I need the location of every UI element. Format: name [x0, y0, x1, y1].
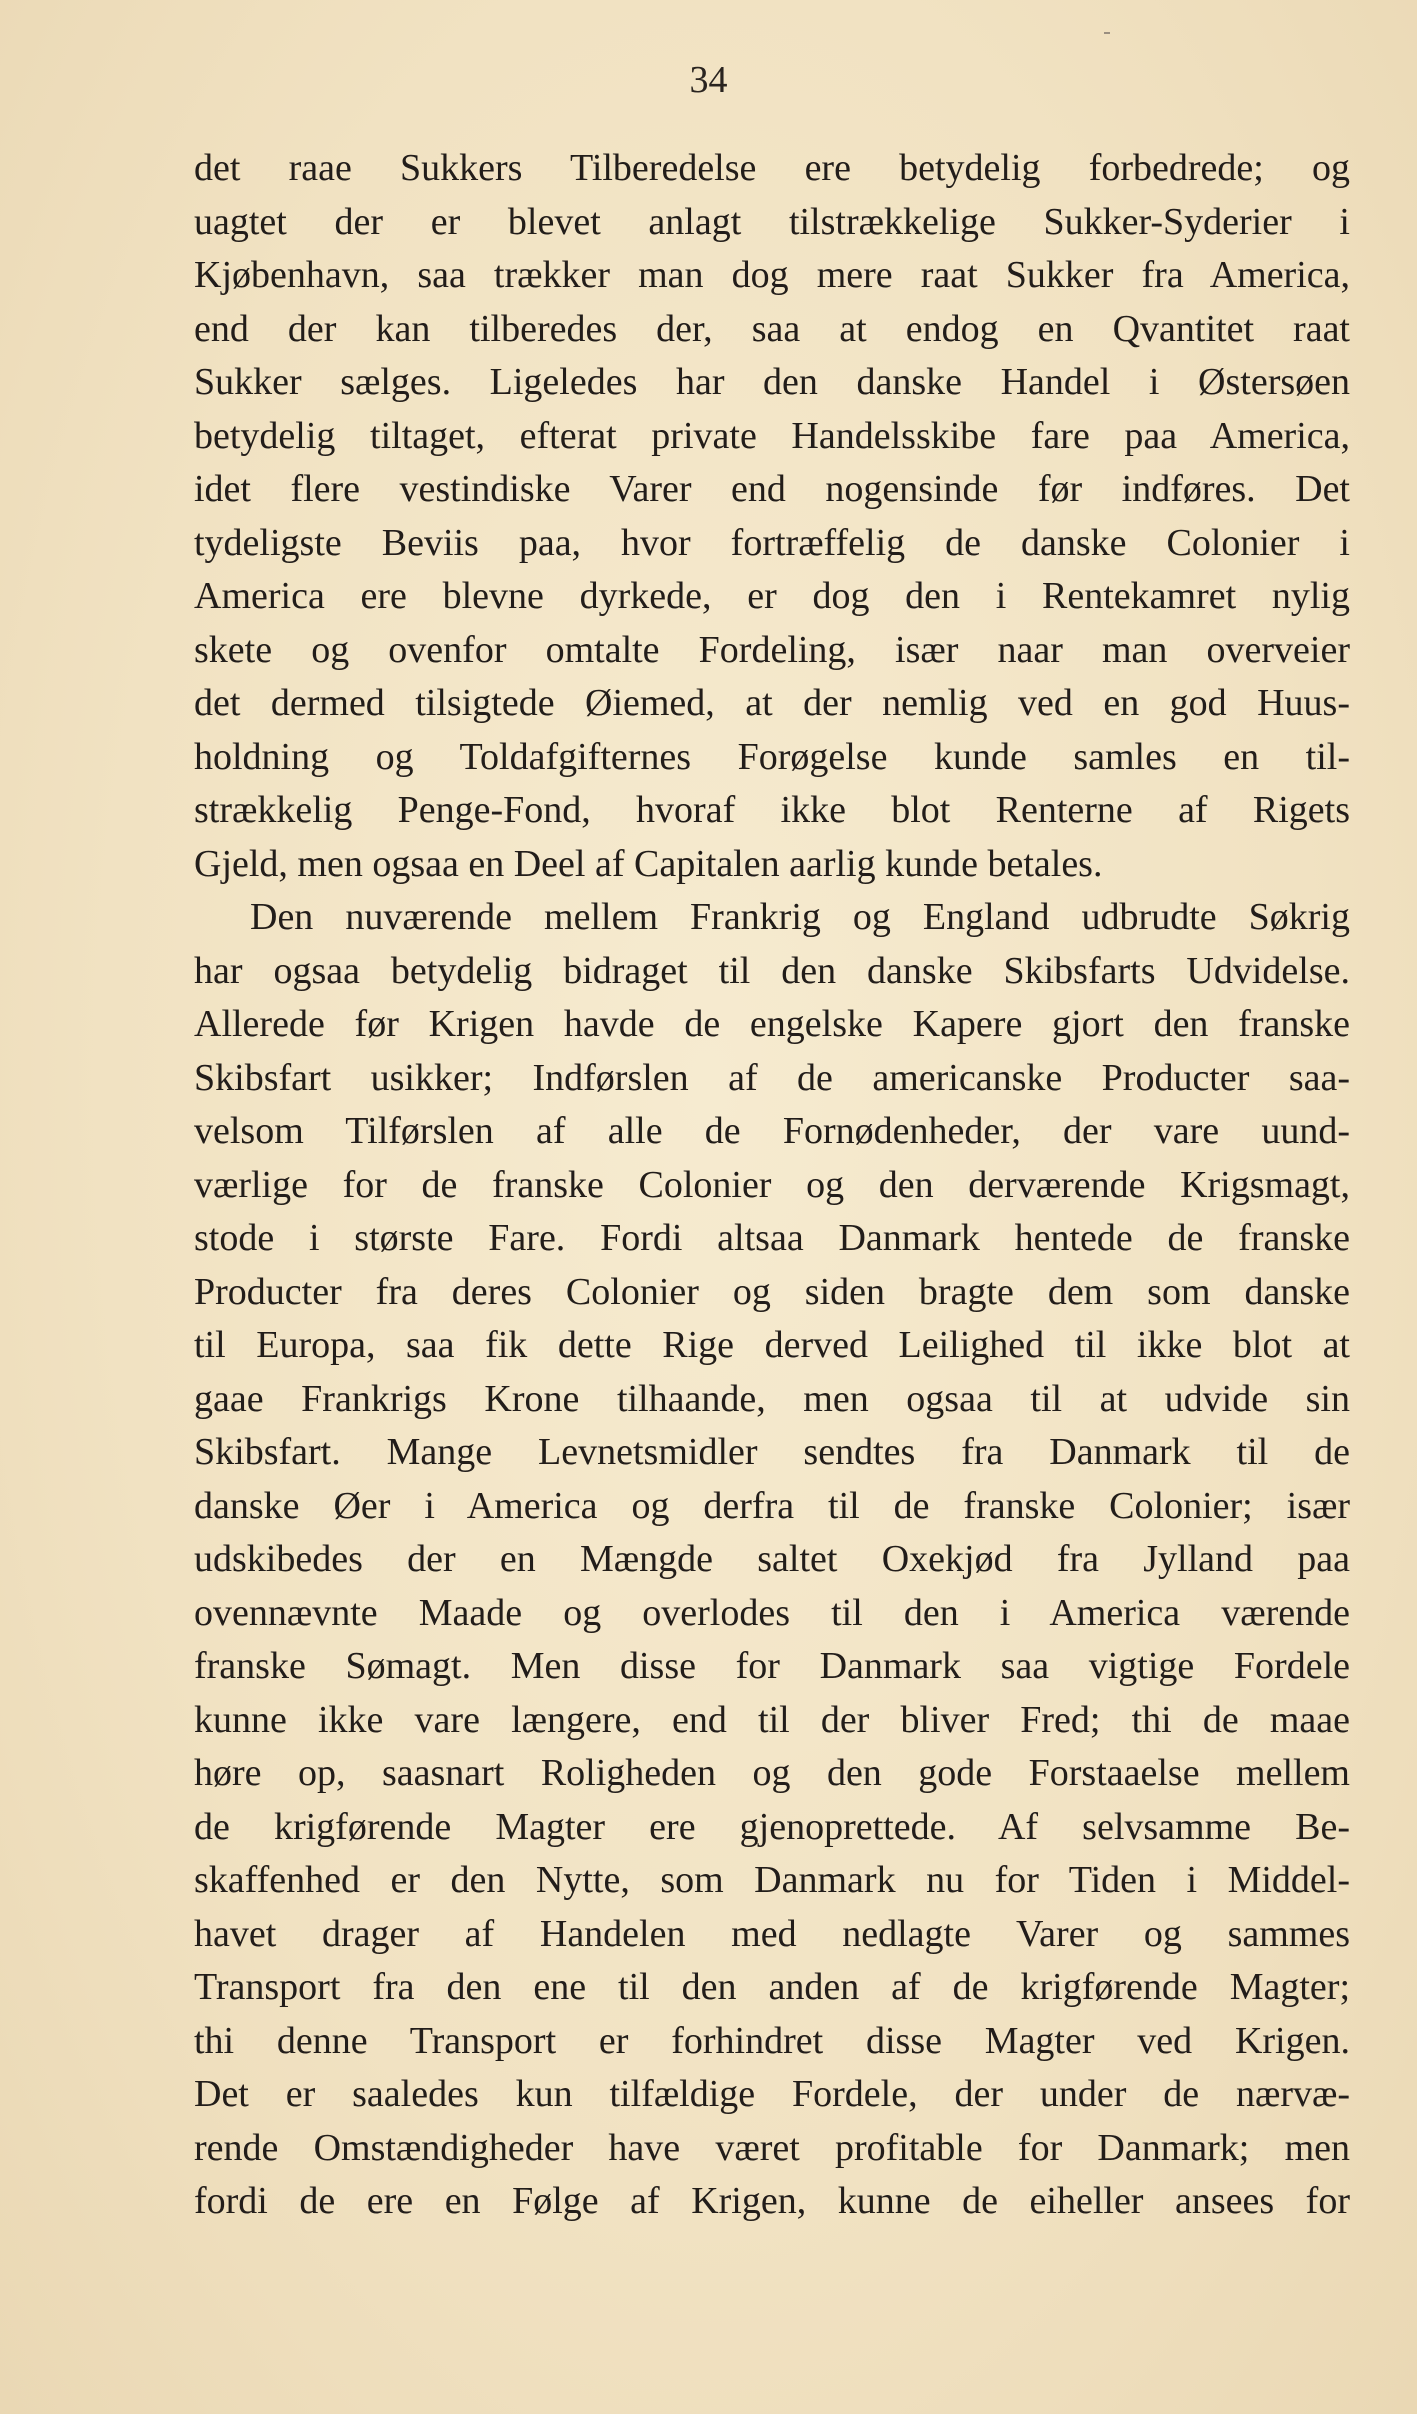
text-line: Den nuværende mellem Frankrig og England udbrudte Søkrig	[250, 896, 1350, 938]
text-line: idet flere vestindiske Varer end nogensinde før indføres. Det	[194, 468, 1350, 510]
text-line: Kjøbenhavn, saa trækker man dog mere raat Sukker fra America,	[194, 254, 1350, 296]
text-line: Skibsfart usikker; Indførslen af de americanske Producter saa-	[194, 1056, 1350, 1099]
text-line: Allerede før Krigen havde de engelske Kapere gjort den franske	[194, 1003, 1350, 1045]
text-line: Producter fra deres Colonier og siden bragte dem som danske	[194, 1270, 1350, 1313]
text-line: Sukker sælges. Ligeledes har den danske Handel i Østersøen	[194, 361, 1350, 403]
text-line: skaffenhed er den Nytte, som Danmark nu for Tiden i Middel-	[194, 1859, 1350, 1901]
page-speck	[1104, 32, 1110, 34]
text-line: Gjeld, men ogsaa en Deel af Capitalen aarlig kunde betales.	[194, 842, 1103, 885]
text-line: Skibsfart. Mange Levnetsmidler sendtes fra Danmark til de	[194, 1431, 1350, 1473]
text-line: det raae Sukkers Tilberedelse ere betydelig forbedrede; og	[194, 147, 1350, 189]
text-line: til Europa, saa fik dette Rige derved Leilighed til ikke blot at	[194, 1324, 1350, 1366]
text-line: ovennævnte Maade og overlodes til den i America værende	[194, 1591, 1350, 1634]
text-line: velsom Tilførslen af alle de Fornødenheder, der vare uund-	[194, 1110, 1350, 1152]
text-line: gaae Frankrigs Krone tilhaande, men ogsaa til at udvide sin	[194, 1377, 1350, 1420]
text-line: har ogsaa betydelig bidraget til den danske Skibsfarts Udvidelse.	[194, 949, 1350, 992]
page-number: 34	[689, 59, 728, 101]
text-line: værlige for de franske Colonier og den derværende Krigsmagt,	[194, 1163, 1350, 1206]
text-line: thi denne Transport er forhindret disse Magter ved Krigen.	[194, 2019, 1350, 2062]
text-line: det dermed tilsigtede Øiemed, at der nemlig ved en god Huus-	[194, 682, 1350, 724]
text-line: kunne ikke vare længere, end til der bliver Fred; thi de maae	[194, 1698, 1350, 1741]
text-line: rende Omstændigheder have været profitable for Danmark; men	[194, 2126, 1350, 2169]
text-line: end der kan tilberedes der, saa at endog en Qvantitet raat	[194, 307, 1350, 350]
text-line: havet drager af Handelen med nedlagte Varer og sammes	[194, 1912, 1350, 1955]
text-line: stode i største Fare. Fordi altsaa Danmark hentede de franske	[194, 1217, 1350, 1259]
text-line: de krigførende Magter ere gjenoprettede. Af selvsamme Be-	[194, 1805, 1350, 1848]
text-line: betydelig tiltaget, efterat private Handelsskibe fare paa America,	[194, 414, 1350, 457]
text-line: franske Sømagt. Men disse for Danmark saa vigtige Fordele	[194, 1645, 1350, 1687]
text-line: holdning og Toldafgifternes Forøgelse kunde samles en til-	[194, 735, 1350, 778]
text-line: fordi de ere en Følge af Krigen, kunne de eiheller ansees for	[194, 2180, 1350, 2222]
text-line: Det er saaledes kun tilfældige Fordele, der under de nærvæ-	[194, 2073, 1350, 2115]
text-line: udskibedes der en Mængde saltet Oxekjød fra Jylland paa	[194, 1538, 1350, 1580]
text-line: høre op, saasnart Roligheden og den gode Forstaaelse mellem	[194, 1752, 1350, 1794]
text-line: strækkelig Penge-Fond, hvoraf ikke blot Renterne af Rigets	[194, 789, 1350, 831]
text-line: Transport fra den ene til den anden af de krigførende Magter;	[194, 1966, 1350, 2008]
text-line: tydeligste Beviis paa, hvor fortræffelig de danske Colonier i	[194, 521, 1350, 564]
text-line: skete og ovenfor omtalte Fordeling, især naar man overveier	[194, 628, 1350, 671]
text-line: America ere blevne dyrkede, er dog den i Rentekamret nylig	[194, 575, 1350, 617]
body-text	[194, 142, 1350, 2229]
text-line: uagtet der er blevet anlagt tilstrækkelige Sukker-Syderier i	[194, 200, 1350, 243]
text-line: danske Øer i America og derfra til de franske Colonier; især	[194, 1484, 1350, 1527]
